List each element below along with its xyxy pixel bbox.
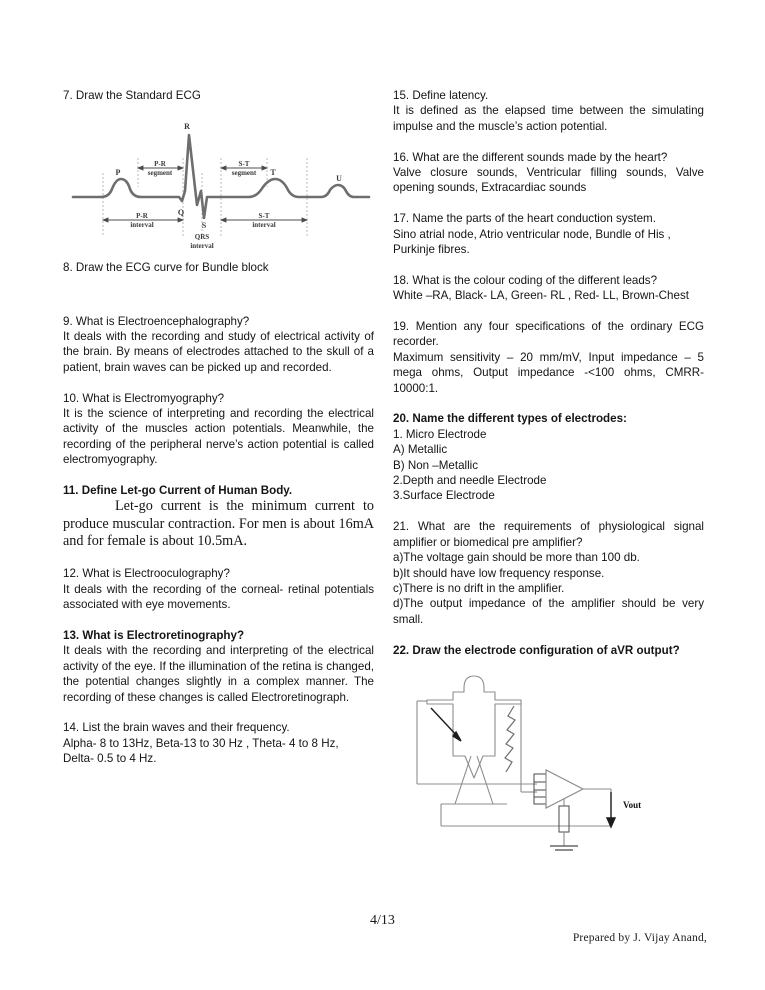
answer-14-line1: Alpha- 8 to 13Hz, Beta-13 to 30 Hz , Theta- 4 to 8 Hz, [63,736,339,750]
spacer [393,627,704,642]
ecg-label-u: U [336,174,342,184]
ecg-st-segment-line2: segment [231,169,257,178]
ecg-label-q: Q [177,208,185,218]
ecg-st-interval-line1: S-T [258,212,270,221]
answer-17: Sino atrial node, Atrio ventricular node, Bundle of His , Purkinje fibres. [393,227,671,257]
answer-15: It is defined as the elapsed time between the simulating impulse and the muscle’s action potential. [393,104,704,133]
avr-electrode-configuration-figure [411,666,706,851]
question-12: 12. What is Electrooculography? [63,567,230,581]
question-7: 7. Draw the Standard ECG [63,89,201,102]
answer-21-item: b)It should have low frequency response. [393,566,605,580]
ecg-label-t: T [270,168,276,178]
question-20: 20. Name the different types of electrodes: [393,412,627,426]
spacer [63,613,374,628]
question-22: 22. Draw the electrode configuration of aVR output? [393,643,680,657]
question-19: 19. Mention any four specifications of the ordinary ECG recorder. [393,320,704,349]
answer-20-item: 3.Surface Electrode [393,489,495,503]
left-column [63,88,374,767]
ecg-label-s: S [201,221,207,231]
question-13: 13. What is Electroretinography? [63,628,245,642]
question-14: 14. List the brain waves and their frequency. [63,721,290,735]
question-11: 11. Define Let-go Current of Human Body. [63,484,293,498]
footer-credit: Prepared by J. Vijay Anand, [572,932,707,944]
ecg-pr-interval-line2: interval [130,221,154,230]
vout-label: Vout [623,799,642,810]
question-17: 17. Name the parts of the heart conduction system. [393,212,656,226]
ecg-qrs-interval-line2: interval [190,242,214,251]
spacer [63,468,374,483]
answer-18: White –RA, Black- LA, Green- RL , Red- LL, Brown-Chest [393,289,689,303]
page-number: 4/13 [370,913,395,928]
ecg-qrs-interval-line1: QRS [194,233,210,242]
ecg-st-interval-line2: interval [252,221,276,230]
spacer [393,304,704,319]
answer-21-item: a)The voltage gain should be more than 100 db. [393,551,640,565]
answer-20-item: B) Non –Metallic [393,458,479,472]
ecg-st-segment-line1: S-T [238,160,250,169]
answer-21-item: c)There is no drift in the amplifier. [393,581,565,595]
answer-12: It deals with the recording of the corneal- retinal potentials associated with eye movements. [63,582,374,612]
question-21: 21. What are the requirements of physiological signal amplifier or biomedical pre amplifier? [393,520,704,549]
spacer [393,396,704,411]
ecg-pr-interval-line1: P-R [136,212,148,221]
answer-10: It is the science of interpreting and recording the electrical activity of the muscles action potentials. Meanwhile, the recording of the peripheral nerve’s action potential is called electromyography. [63,407,374,467]
ecg-label-p: P [115,168,121,178]
spacer [63,291,374,306]
answer-21-item: d)The output impedance of the amplifier should be very small. [393,597,704,626]
spacer [393,196,704,211]
question-9: 9. What is Electroencephalography? [63,314,250,328]
answer-20-item: 2.Depth and needle Electrode [393,474,547,488]
spacer [393,504,704,519]
answer-20-item: A) Metallic [393,443,448,457]
spacer [63,551,374,566]
ecg-pr-segment-line1: P-R [154,160,166,169]
question-8: 8. Draw the ECG curve for Bundle block [63,261,269,275]
answer-14-line2: Delta- 0.5 to 4 Hz. [63,752,157,766]
spacer [393,134,704,149]
right-column [393,88,704,851]
answer-13: It deals with the recording and interpreting of the electrical activity of the eye. If the illumination of the retina is changed, the potential changes slightly in a complex manner. The recording of these changes is called Electroretinograph. [63,644,374,704]
ecg-label-r: R [184,122,190,132]
spacer [393,257,704,272]
answer-9: It deals with the recording and study of electrical activity of the brain. By means of electrodes attached to the skull of a patient, brain waves can be picked up and recorded. [63,330,374,374]
question-18: 18. What is the colour coding of the different leads? [393,273,658,287]
ecg-pr-segment-line2: segment [147,169,173,178]
spacer [63,276,374,291]
answer-16: Valve closure sounds, Ventricular filling sounds, Valve opening sounds, Extracardiac sounds [393,166,704,195]
standard-ecg-figure [71,115,371,250]
spacer [63,375,374,390]
answer-11-text: Let-go current is the minimum current to produce muscular contraction. For men is about 16mA and for female is about 10.5mA. [63,498,374,550]
answer-19: Maximum sensitivity – 20 mm/mV, Input impedance – 5 mega ohms, Output impedance -<100 ohms, CMRR- 10000:1. [393,350,704,395]
question-15: 15. Define latency. [393,89,489,102]
answer-20-item: 1. Micro Electrode [393,427,487,441]
spacer [63,307,374,314]
question-10: 10. What is Electromyography? [63,391,225,405]
answer-11 [63,498,374,551]
question-16: 16. What are the different sounds made by the heart? [393,150,668,164]
spacer [63,705,374,720]
